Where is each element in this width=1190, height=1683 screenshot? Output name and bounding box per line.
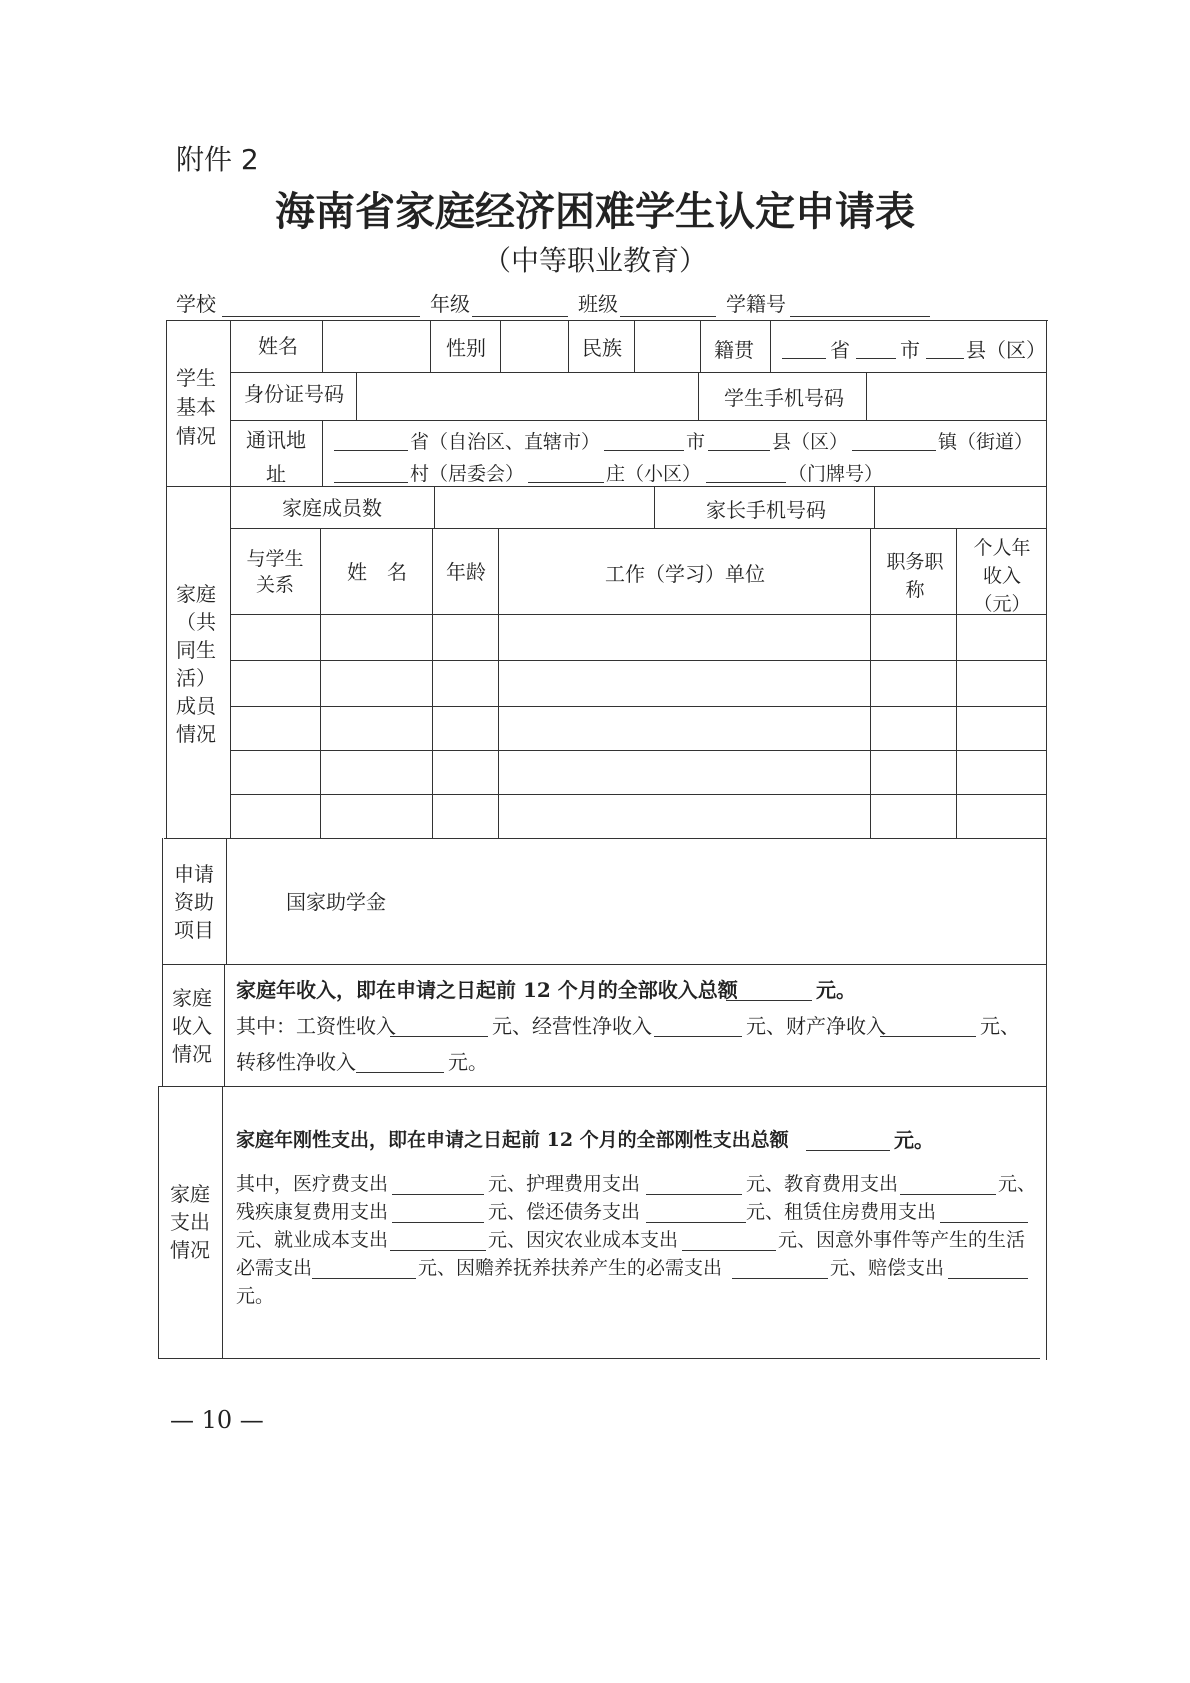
table-row[interactable] <box>232 708 1044 748</box>
expense-rent-field[interactable] <box>940 1204 1028 1223</box>
expense-care-label: 元、护理费用支出 <box>488 1173 641 1195</box>
income-business-label: 元、经营性净收入 <box>492 1014 652 1038</box>
income-wage-field[interactable] <box>390 1018 488 1037</box>
expense-medical-field[interactable] <box>392 1176 484 1195</box>
section-aid-items: 申请资助项目 <box>174 862 214 942</box>
table-row[interactable] <box>232 752 1044 792</box>
address-label: 通讯地 <box>246 428 306 452</box>
col-title: 职务职称 <box>886 551 944 601</box>
expense-rehab-field[interactable] <box>392 1204 484 1223</box>
income-property-field[interactable] <box>880 1018 976 1037</box>
address-county-label: 县（区） <box>772 431 849 453</box>
expense-education-label: 元、教育费用支出 <box>746 1173 899 1195</box>
col-age: 年龄 <box>446 560 486 584</box>
member-count-field[interactable] <box>436 488 652 526</box>
expense-disaster-field[interactable] <box>682 1232 776 1251</box>
address-door-label: （门牌号） <box>788 463 884 485</box>
id-number-field[interactable] <box>358 374 696 418</box>
section-basic-info: 学生基本情况 <box>176 366 216 448</box>
origin-county-field[interactable] <box>926 340 964 359</box>
page-subtitle: （中等职业教育） <box>482 244 707 277</box>
expense-employment-field[interactable] <box>390 1232 486 1251</box>
section-expense: 家庭支出情况 <box>170 1182 210 1262</box>
expense-compensation-unit: 元。 <box>236 1285 275 1307</box>
ethnicity-field[interactable] <box>636 322 698 370</box>
expense-rent-label: 元、租赁住房费用支出 <box>746 1201 937 1223</box>
section-income: 家庭收入情况 <box>172 986 212 1066</box>
table-row[interactable] <box>232 796 1044 836</box>
address-county-field[interactable] <box>708 432 770 451</box>
student-phone-field[interactable] <box>868 374 1044 418</box>
expense-total-unit: 元。 <box>894 1128 934 1152</box>
school-label: 学校 <box>176 292 216 316</box>
expense-accident-label: 元、因意外事件等产生的生活 <box>778 1229 1026 1251</box>
student-no-label: 学籍号 <box>726 292 786 316</box>
page-title: 海南省家庭经济困难学生认定申请表 <box>275 189 915 235</box>
expense-total-text: 家庭年刚性支出，即在申请之日起前 12 个月的全部刚性支出总额 <box>236 1129 789 1151</box>
income-transfer-unit: 元。 <box>448 1050 488 1074</box>
expense-necessary-field[interactable] <box>312 1260 416 1279</box>
aid-item: 国家助学金 <box>286 890 386 914</box>
id-number-label: 身份证号码 <box>244 382 344 406</box>
expense-compensation-label: 元、赔偿支出 <box>830 1257 945 1279</box>
expense-medical-label: 其中，医疗费支出 <box>236 1173 389 1195</box>
expense-debt-label: 元、偿还债务支出 <box>488 1201 641 1223</box>
col-name: 姓 名 <box>347 560 407 584</box>
income-total-field[interactable] <box>726 982 812 1001</box>
address-village-field[interactable] <box>334 464 408 483</box>
school-field[interactable] <box>222 316 420 317</box>
address-zhuang-label: 庄（小区） <box>606 463 702 485</box>
origin-city-field[interactable] <box>856 340 896 359</box>
address-province-field[interactable] <box>334 432 408 451</box>
table-row[interactable] <box>232 616 1044 658</box>
page-number: — 10 — <box>170 1406 264 1434</box>
expense-education-field[interactable] <box>900 1176 996 1195</box>
income-transfer-field[interactable] <box>356 1054 444 1073</box>
student-no-field[interactable] <box>790 316 930 317</box>
origin-province-label: 省 <box>830 338 850 362</box>
address-city-label: 市 <box>686 431 706 453</box>
col-income: 个人年收入（元） <box>973 537 1031 615</box>
expense-debt-field[interactable] <box>646 1204 746 1223</box>
income-total-text: 家庭年收入，即在申请之日起前 12 个月的全部收入总额 <box>236 978 738 1002</box>
origin-city-label: 市 <box>900 338 920 362</box>
income-total-unit: 元。 <box>816 978 856 1002</box>
income-property-unit: 元、 <box>980 1014 1020 1038</box>
income-business-field[interactable] <box>654 1018 742 1037</box>
member-count-label: 家庭成员数 <box>282 496 382 520</box>
expense-necessary-label: 必需支出 <box>236 1257 313 1279</box>
expense-disaster-label: 元、因灾农业成本支出 <box>488 1229 679 1251</box>
grade-field[interactable] <box>472 316 568 317</box>
student-phone-label: 学生手机号码 <box>724 386 844 410</box>
expense-support-label: 元、因赡养抚养扶养产生的必需支出 <box>418 1257 723 1279</box>
parent-phone-label: 家长手机号码 <box>706 498 826 522</box>
address-town-label: 镇（街道） <box>938 431 1034 453</box>
expense-rehab-label: 残疾康复费用支出 <box>236 1201 389 1223</box>
income-transfer-label: 转移性净收入 <box>236 1050 356 1074</box>
parent-phone-field[interactable] <box>876 488 1044 526</box>
address-door-field[interactable] <box>706 464 786 483</box>
expense-education-unit: 元、 <box>998 1173 1037 1195</box>
address-zhuang-field[interactable] <box>528 464 604 483</box>
income-wage-label: 其中：工资性收入 <box>236 1014 396 1038</box>
expense-total-field[interactable] <box>806 1132 890 1151</box>
address-province-label: 省（自治区、直辖市） <box>410 431 601 453</box>
address-village-label: 村（居委会） <box>410 463 525 485</box>
class-label: 班级 <box>578 292 618 316</box>
class-field[interactable] <box>620 316 716 317</box>
ethnicity-label: 民族 <box>582 336 622 360</box>
table-row[interactable] <box>232 662 1044 704</box>
expense-employment-label: 元、就业成本支出 <box>236 1229 389 1251</box>
name-label: 姓名 <box>258 334 298 358</box>
address-label-cont: 址 <box>266 462 286 486</box>
gender-field[interactable] <box>502 322 566 370</box>
section-family-members: 家庭（共同生活）成员情况 <box>176 582 216 746</box>
gender-label: 性别 <box>446 336 486 360</box>
origin-province-field[interactable] <box>782 340 826 359</box>
col-work-unit: 工作（学习）单位 <box>605 562 765 586</box>
address-city-field[interactable] <box>604 432 684 451</box>
attachment-label: 附件 2 <box>176 143 259 176</box>
expense-compensation-field[interactable] <box>948 1260 1028 1279</box>
address-town-field[interactable] <box>852 432 936 451</box>
expense-care-field[interactable] <box>646 1176 742 1195</box>
name-field[interactable] <box>324 322 428 370</box>
origin-county-label: 县（区） <box>966 338 1046 362</box>
col-relation: 与学生关系 <box>246 548 304 596</box>
income-property-label: 元、财产净收入 <box>746 1014 886 1038</box>
expense-support-field[interactable] <box>732 1260 828 1279</box>
grade-label: 年级 <box>430 292 470 316</box>
origin-label: 籍贯 <box>714 338 754 362</box>
